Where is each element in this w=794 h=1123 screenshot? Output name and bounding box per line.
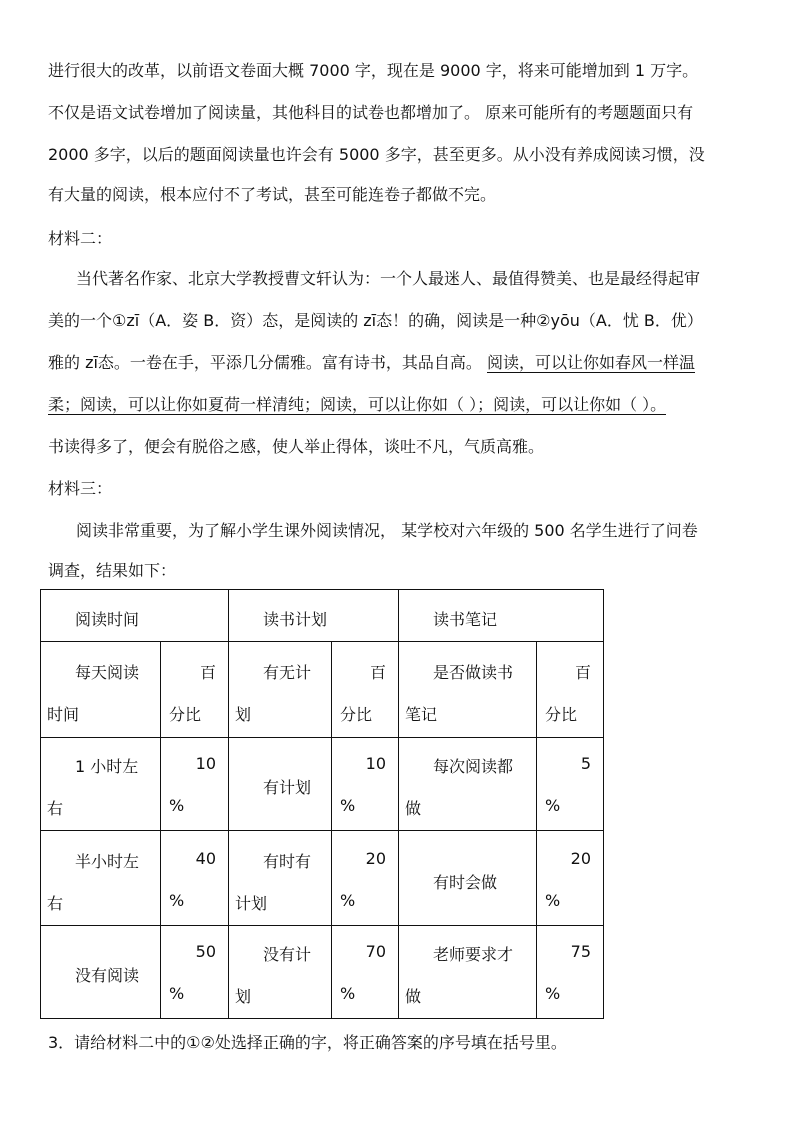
- row1-notes-percent: 5 %: [545, 754, 591, 815]
- table-subheader-row: [41, 642, 604, 738]
- material2-line-5: 书读得多了，便会有脱俗之感，使人举止得体，谈吐不凡，气质高雅。: [48, 437, 545, 456]
- intro-line-1: 进行很大的改革，以前语文卷面大概 7000 字，现在是 9000 字，将来可能增加到 1 万字。: [48, 61, 699, 80]
- subheader-percent-3: 百 分比: [545, 663, 591, 724]
- group-reading-notes: 读书笔记: [433, 610, 498, 629]
- row3-time-percent: 50 %: [169, 942, 216, 1003]
- row1-time: 1 小时左 右: [47, 757, 139, 818]
- material2-line-3: [48, 352, 695, 374]
- material3-line-1: 阅读非常重要，为了解小学生课外阅读情况， 某学校对六年级的 500 名学生进行了问卷: [76, 521, 698, 540]
- row2-plan: 有时有 计划: [235, 852, 312, 913]
- row3-time: 没有阅读: [75, 966, 140, 985]
- table-row: [41, 926, 604, 1019]
- subheader-has-plan: 有无计 划: [235, 663, 312, 724]
- material2-line-2: 美的一个①zī（A．姿 B．资）态，是阅读的 zī态！的确，阅读是一种②yōu（A．忧 B．优）: [48, 311, 703, 330]
- survey-table: [40, 589, 604, 1019]
- row3-plan: 没有计 划: [235, 945, 312, 1006]
- row2-notes-percent: 20 %: [545, 849, 591, 910]
- row2-notes: 有时会做: [433, 873, 498, 892]
- material2-line-3-text: 雅的 zī态。一卷在手，平添几分儒雅。富有诗书，其品自高。: [48, 353, 488, 372]
- underlined-passage-start: 阅读，可以让你如春风一样温: [487, 353, 696, 372]
- row2-time: 半小时左 右: [47, 852, 140, 913]
- question-3: 3．请给材料二中的①②处选择正确的字，将正确答案的序号填在括号里。: [48, 1033, 567, 1052]
- row1-plan-percent: 10 %: [340, 754, 386, 815]
- intro-line-4: 有大量的阅读，根本应付不了考试，甚至可能连卷子都做不完。: [48, 185, 497, 204]
- intro-line-2: 不仅是语文试卷增加了阅读量，其他科目的试卷也都增加了。 原来可能所有的考题题面只有: [48, 103, 694, 122]
- subheader-percent-1: 百 分比: [169, 663, 216, 724]
- row1-notes: 每次阅读都 做: [405, 757, 514, 818]
- table-row: [41, 738, 604, 831]
- row2-time-percent: 40 %: [169, 849, 216, 910]
- row3-notes: 老师要求才 做: [405, 945, 514, 1006]
- row3-notes-percent: 75 %: [545, 942, 591, 1003]
- subheader-daily-time: 每天阅读 时间: [47, 663, 140, 724]
- table-group-header-row: [41, 590, 604, 642]
- material2-heading: 材料二：: [48, 229, 113, 248]
- material2-line-1: 当代著名作家、北京大学教授曹文轩认为：一个人最迷人、最值得赞美、也是最经得起审: [76, 269, 701, 288]
- underlined-passage-end: 柔；阅读，可以让你如夏荷一样清纯；阅读，可以让你如（ ）；阅读，可以让你如（ ）。: [48, 395, 667, 414]
- group-reading-plan: 读书计划: [263, 610, 328, 629]
- intro-line-3: 2000 多字，以后的题面阅读量也许会有 5000 多字，甚至更多。从小没有养成阅读习惯，没: [48, 145, 705, 164]
- row1-plan: 有计划: [263, 778, 312, 797]
- material3-line-2: 调查，结果如下：: [48, 561, 177, 580]
- subheader-percent-2: 百 分比: [340, 663, 386, 724]
- row2-plan-percent: 20 %: [340, 849, 386, 910]
- material3-heading: 材料三：: [48, 479, 113, 498]
- row3-plan-percent: 70 %: [340, 942, 386, 1003]
- group-reading-time: 阅读时间: [75, 610, 140, 629]
- material2-line-4: [48, 394, 666, 416]
- table-row: [41, 831, 604, 926]
- subheader-takes-notes: 是否做读书 笔记: [405, 663, 514, 724]
- row1-time-percent: 10 %: [169, 754, 216, 815]
